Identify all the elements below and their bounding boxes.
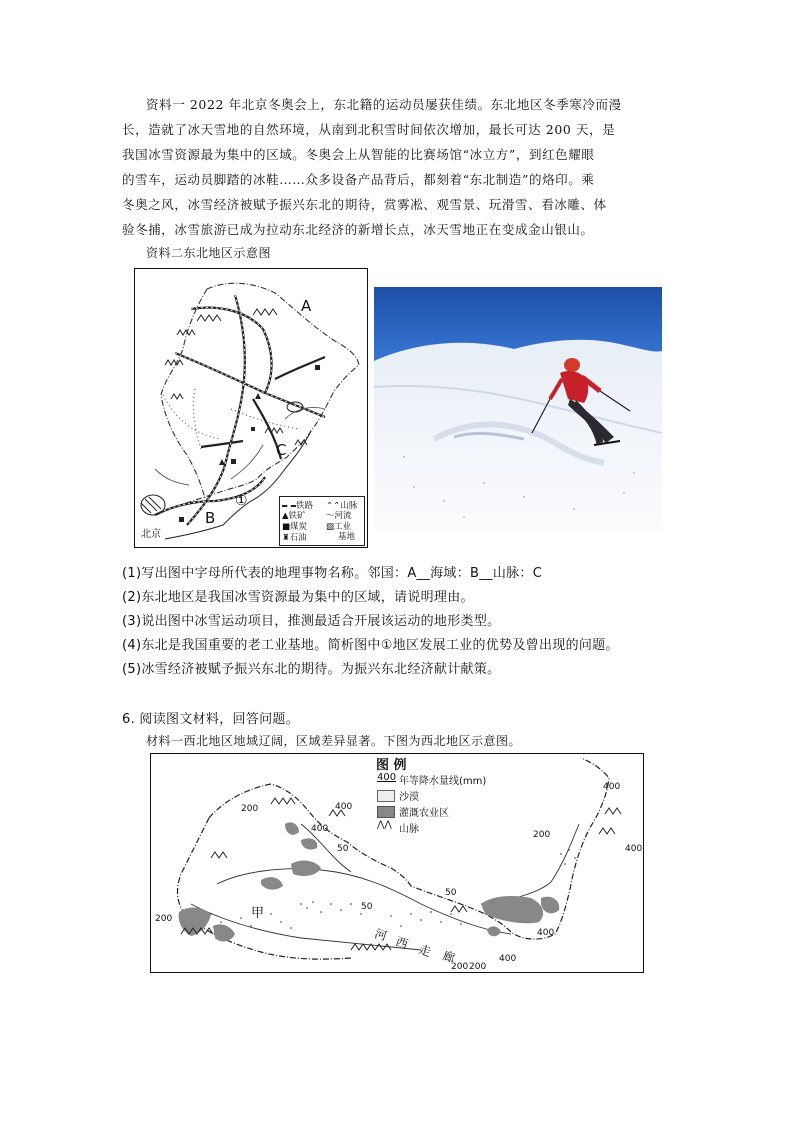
map-label-c: C xyxy=(276,441,287,459)
northwest-map xyxy=(150,753,644,973)
legend-oil: ♜石油 xyxy=(282,533,307,543)
question-6-caption: 材料一西北地区地域辽阔，区域差异显著。下图为西北地区示意图。 xyxy=(146,734,522,748)
map-label-b: B xyxy=(205,509,216,527)
skiing-photo-drawing xyxy=(374,287,662,531)
isohyet-label: 50 xyxy=(445,888,457,898)
isohyet-label: 200 xyxy=(533,830,551,840)
material-2-caption: 资料二东北地区示意图 xyxy=(146,246,272,260)
farm-swatch-icon xyxy=(377,806,395,818)
isohyet-label: 400 xyxy=(335,802,353,812)
oil-pump-icon: ♜ xyxy=(282,533,290,543)
material-1-line: 资料一 2022 年北京冬奥会上，东北籍的运动员屡获佳绩。东北地区冬季寒冷而漫 xyxy=(146,97,622,112)
skiing-photo xyxy=(374,287,662,531)
corridor-char: 廊 xyxy=(440,948,457,966)
isohyet-label: 50 xyxy=(361,902,373,912)
question-6-title: 6. 阅读图文材料，回答问题。 xyxy=(122,712,300,727)
northwest-legend-title: 图 例 xyxy=(376,758,407,773)
northeast-map-legend xyxy=(279,496,365,546)
legend-desert: 沙漠 xyxy=(399,792,419,803)
legend-mountain: 山脉 xyxy=(399,824,419,835)
legend-industry: ▨工业 xyxy=(326,522,352,532)
corridor-char: 走 xyxy=(416,942,433,960)
railway-icon xyxy=(282,505,296,507)
question-2: (2)东北地区是我国冰雪资源最为集中的区域，请说明理由。 xyxy=(122,590,474,605)
river-icon: 〜 xyxy=(326,511,335,521)
map-label-beijing: 北京 xyxy=(141,529,161,540)
desert-swatch-icon xyxy=(377,790,395,802)
isohyet-label: 200 xyxy=(469,962,487,972)
isohyet-label: 400 xyxy=(537,928,555,938)
material-1-line: 长，造就了冰天雪地的自然环境，从南到北积雪时间依次增加，最长可达 200 天，是 xyxy=(122,122,616,137)
isohyet-label: 50 xyxy=(337,844,349,854)
legend-isohyet-value: 400 xyxy=(377,772,397,783)
legend-river: 〜河流 xyxy=(326,511,352,521)
legend-isohyet: 年等降水量线(mm) xyxy=(399,776,487,787)
question-5: (5)冰雪经济被赋予振兴东北的期待。为振兴东北经济献计献策。 xyxy=(122,662,501,677)
question-1: (1)写出图中字母所代表的地理事物名称。邻国：A__海域：B__山脉：C xyxy=(122,566,543,581)
isohyet-label: 400 xyxy=(499,954,517,964)
isohyet-label: 200 xyxy=(155,914,173,924)
material-1-line: 的雪车，运动员脚踏的冰鞋……众多设备产品背后，都刻着“东北制造”的烙印。乘 xyxy=(122,172,595,187)
triangle-icon: ▲ xyxy=(282,511,289,521)
material-1-line: 验冬捕，冰雪旅游已成为拉动东北经济的新增长点，冰天雪地正在变成金山银山。 xyxy=(122,222,594,237)
legend-coal: ■煤炭 xyxy=(282,522,308,532)
hatch-icon: ▨ xyxy=(326,522,335,532)
question-4: (4)东北是我国重要的老工业基地。简析图中①地区发展工业的优势及曾出现的问题。 xyxy=(122,638,619,653)
isohyet-label: 200 xyxy=(451,962,469,972)
legend-industry-line2: 基地 xyxy=(338,532,356,542)
isohyet-label: 400 xyxy=(625,844,643,854)
map-label-region-1: ① xyxy=(235,493,248,509)
mountain-icon: ⋀⋀ xyxy=(377,820,392,830)
corridor-char: 西 xyxy=(393,934,410,952)
material-1-line: 我国冰雪资源最为集中的区域。冬奥会上从智能的比赛场馆“冰立方”，到红色耀眼 xyxy=(122,147,595,162)
legend-iron: ▲铁矿 xyxy=(282,511,306,521)
legend-farm: 灌溉农业区 xyxy=(399,808,449,819)
isohyet-label: 400 xyxy=(311,824,329,834)
northeast-map xyxy=(134,268,368,548)
legend-mountain: ⌃⌃山脉 xyxy=(326,501,358,511)
corridor-char: 河 xyxy=(372,926,389,944)
question-3: (3)说出图中冰雪运动项目，推测最适合开展该运动的地形类型。 xyxy=(122,614,501,629)
square-icon: ■ xyxy=(282,522,291,532)
region-label-jia: 甲 xyxy=(251,906,265,921)
mountain-icon: ⌃⌃ xyxy=(326,501,341,511)
isohyet-label: 400 xyxy=(603,782,621,792)
legend-railway: 铁路 xyxy=(282,499,313,511)
isohyet-label: 200 xyxy=(241,804,259,814)
map-label-a: A xyxy=(301,297,312,315)
material-1-line: 冬奥之风，冰雪经济被赋予振兴东北的期待，赏雾凇、观雪景、玩滑雪、看冰雕、体 xyxy=(122,197,607,212)
